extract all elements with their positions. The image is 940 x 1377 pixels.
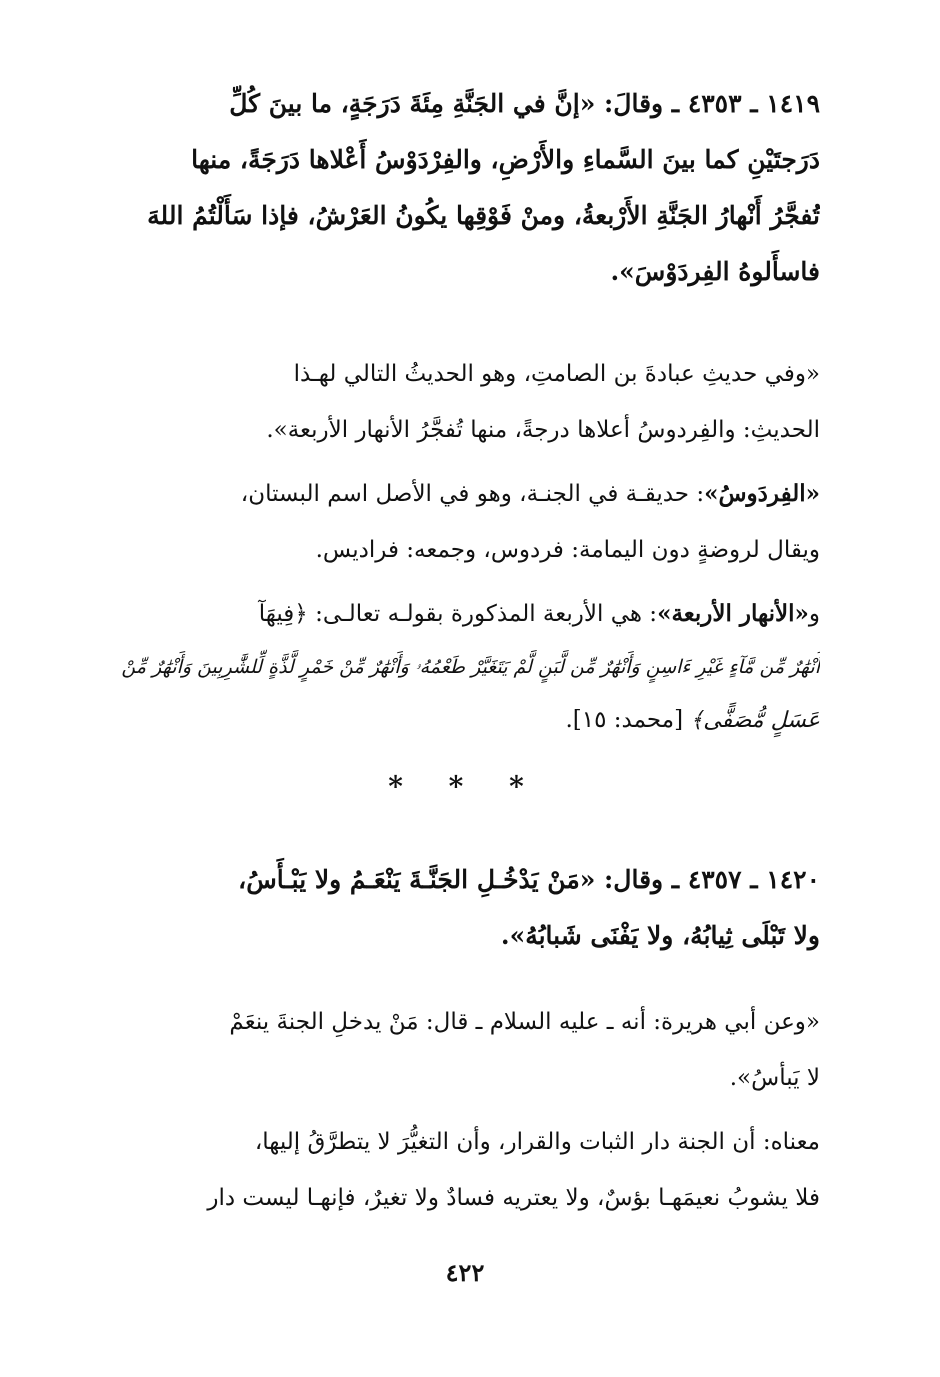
commentary-paragraph [110, 346, 820, 458]
definition-text: : هي الأربعة المذكورة بقولـه تعالـى: ﴿فِيهَآ [258, 601, 658, 627]
hadith-1420 [110, 852, 820, 964]
commentary-paragraph [110, 1114, 820, 1226]
quran-verse-end: عَسَلٍ مُّصَفًّى﴾ [690, 708, 820, 733]
hadith-line: ١٤٢٠ ـ ٤٣٥٧ ـ وقال: «مَنْ يَدْخُـلِ الجَنَّـةَ يَنْعَـمُ ولا يَبْـأَسُ، [238, 865, 820, 894]
defined-term: «الفِردَوسُ» [704, 480, 820, 507]
defined-term: «الأنهار الأربعة» [657, 600, 809, 627]
commentary-line: «وعن أبي هريرة: أنه ـ عليه السلام ـ قال: مَنْ يدخلِ الجنةَ ينعَمْ [229, 1009, 820, 1035]
commentary-line: فلا يشوبُ نعيمَهـا بؤسٌ، ولا يعتريه فسادٌ ولا تغيرٌ، فإنهـا ليست دار [207, 1185, 820, 1211]
commentary-line [110, 586, 820, 642]
definition-firdaws [110, 466, 820, 578]
commentary-paragraph [110, 994, 820, 1106]
hadith-line: ولا تَبْلَى ثِيابُهُ، ولا يَفْنَى شَبابُهُ». [500, 921, 820, 950]
commentary-line: لا يَبأسُ». [729, 1065, 820, 1091]
commentary-line [110, 692, 820, 748]
hadith-line: تُفجَّرُ أَنْهارُ الجَنَّةِ الأَرْبعةُ، ومنْ فَوْقِها يكُونُ العَرْشُ، فإذا سَأَلْتُمُ اللهَ [147, 201, 820, 230]
hadith-line: فاسأَلوهُ الفِردَوْسَ». [610, 257, 820, 286]
commentary-line: «وفي حديثِ عبادةَ بن الصامتِ، وهو الحديثُ التالي لهـذا [293, 361, 820, 387]
hadith-1419 [110, 76, 820, 300]
page-number: ٤٢٢ [445, 1258, 485, 1287]
section-separator: * * * [388, 770, 542, 803]
commentary-line [110, 466, 820, 522]
definition-text: : حديقـة في الجنـة، وهو في الأصل اسم البستان، [240, 481, 705, 507]
commentary-line: معناه: أن الجنة دار الثبات والقرار، وأن التغيُّرَ لا يتطرَّقُ إليها، [254, 1129, 820, 1155]
hadith-line: دَرَجتَيْنِ كما بينَ السَّماءِ والأَرْضِ، والفِرْدَوْسُ أَعْلاها دَرَجَةً، منها [191, 145, 820, 174]
book-page [110, 0, 820, 1377]
commentary-line: ويقال لروضةٍ دون اليمامة: فردوس، وجمعه: فراديس. [315, 537, 820, 563]
conjunction: و [808, 601, 820, 627]
quran-verse-line: أَنْهَٰرٌ مِّن مَّآءٍ غَيْرِ ءَاسِنٍ وَأَنْهَٰرٌ مِّن لَّبَنٍ لَّمْ يَتَغَيَّرْ طَعْمُهُۥ وَأَنْهَٰرٌ مِّنْ خَمْرٍ لَّذَّةٍ لِّلشَّٰرِبِينَ وَأَنْهَٰرٌ مِّنْ [121, 656, 820, 678]
quran-citation: [محمد: ١٥]. [565, 707, 684, 733]
commentary-line: الحديثِ: والفِردوسُ أعلاها درجةً، منها تُفجَّرُ الأنهار الأربعة». [266, 417, 820, 443]
hadith-line: ١٤١٩ ـ ٤٣٥٣ ـ وقالَ: «إنَّ في الجَنَّةِ مِئَةَ دَرَجَةٍ، ما بينَ كُلِّ [229, 89, 820, 118]
definition-four-rivers [110, 586, 820, 748]
